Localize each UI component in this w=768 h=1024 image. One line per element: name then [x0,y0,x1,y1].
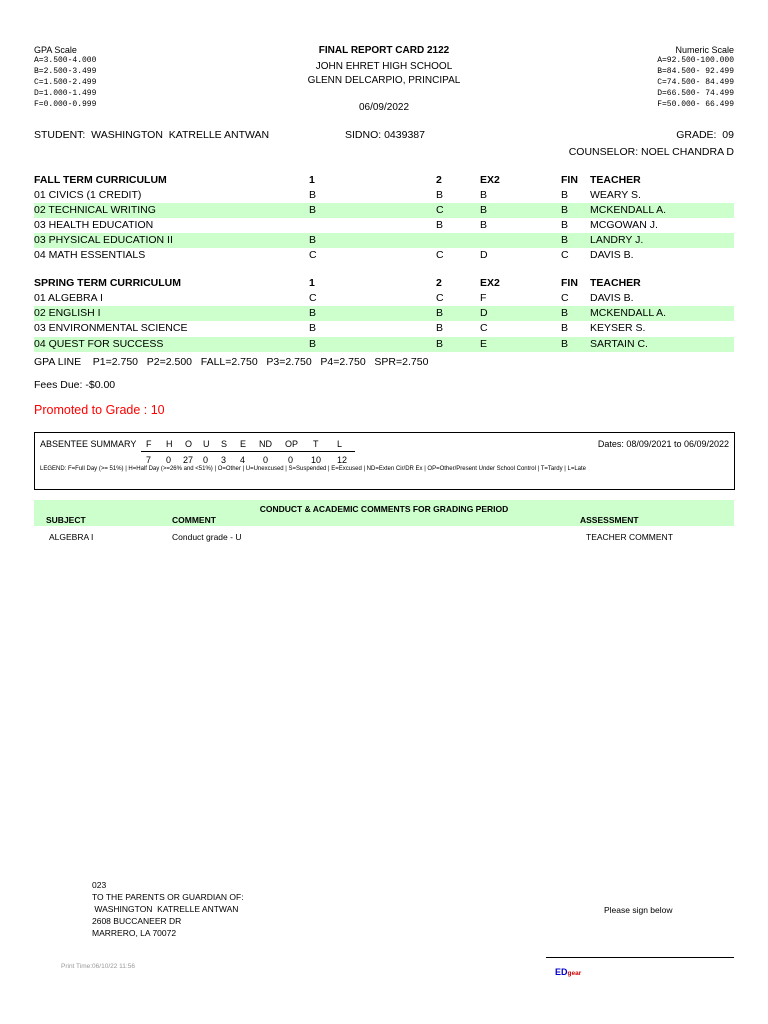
student-grade: GRADE: 09 [676,129,734,141]
logo-gear: gear [567,970,582,977]
absentee-code: H [166,439,173,449]
logo-ed: ED [555,967,568,977]
table-row [34,337,734,352]
numeric-scale-a: A=92.500-100.000 [657,56,734,65]
ex2-cell: B [480,204,488,216]
address-line2: WASHINGTON KATRELLE ANTWAN [92,904,239,914]
fin-cell: B [561,234,569,246]
comments-subject-header: SUBJECT [46,515,86,525]
fall-header-teacher: TEACHER [590,174,641,186]
comment-subject: ALGEBRA I [49,532,94,542]
absentee-codes-underline [141,451,355,452]
spring-header-subject: SPRING TERM CURRICULUM [34,277,181,289]
comments-assessment-header: ASSESSMENT [580,515,639,525]
absentee-value: 3 [221,455,227,465]
subject-cell: 03 PHYSICAL EDUCATION II [34,234,173,246]
numeric-scale [657,45,734,110]
fall-header-subject: FALL TERM CURRICULUM [34,174,167,186]
numeric-scale-b: B=84.500- 92.499 [657,67,734,76]
subject-cell: 02 TECHNICAL WRITING [34,204,156,216]
subject-cell: 03 HEALTH EDUCATION [34,219,154,231]
absentee-value: 12 [337,455,348,465]
gpa-line: GPA LINE P1=2.750 P2=2.500 FALL=2.750 P3=2.750 P4=2.750 SPR=2.750 [34,356,429,368]
table-row [34,203,734,218]
absentee-code: L [337,439,343,449]
teacher-cell: WEARY S. [590,189,641,201]
p2-cell: B [436,338,444,350]
absentee-code: E [240,439,247,449]
absentee-code: F [146,439,152,449]
absentee-dates: Dates: 08/09/2021 to 06/09/2022 [597,439,729,449]
p1-cell: B [309,234,317,246]
absentee-code: OP [285,439,299,449]
absentee-title: ABSENTEE SUMMARY [40,439,137,449]
subject-cell: 01 ALGEBRA I [34,292,103,304]
teacher-cell: MCKENDALL A. [590,204,667,216]
absentee-code: S [221,439,228,449]
teacher-cell: SARTAIN C. [590,338,648,350]
ex2-cell: B [480,189,488,201]
school-name: JOHN EHRET HIGH SCHOOL [315,61,453,72]
sign-label: Please sign below [604,905,673,915]
fin-cell: B [561,322,569,334]
fin-cell: B [561,307,569,319]
subject-cell: 02 ENGLISH I [34,307,101,319]
comments-title: CONDUCT & ACADEMIC COMMENTS FOR GRADING PERIOD [259,504,509,514]
comments-header [34,500,734,526]
gpa-scale [34,45,96,110]
absentee-value: 10 [311,455,322,465]
p2-cell: B [436,322,444,334]
subject-cell: 04 MATH ESSENTIALS [34,249,146,261]
table-row [34,306,734,321]
p1-cell: B [309,322,317,334]
p1-cell: B [309,338,317,350]
numeric-scale-f: F=50.000- 66.499 [657,100,734,109]
comment-assessment: TEACHER COMMENT [586,532,673,542]
mailing-address [92,879,244,939]
fin-cell: B [561,219,569,231]
teacher-cell: MCKENDALL A. [590,307,667,319]
teacher-cell: MCGOWAN J. [590,219,658,231]
teacher-cell: LANDRY J. [590,234,644,246]
spring-header-ex2: EX2 [480,277,500,289]
p2-cell: B [436,189,444,201]
gpa-scale-title: GPA Scale [34,45,77,55]
spring-header-row [34,276,734,291]
edgear-logo [555,962,581,980]
spring-header-p1: 1 [309,277,315,289]
subject-cell: 04 QUEST FOR SUCCESS [34,338,164,350]
fall-header-p2: 2 [436,174,442,186]
gpa-scale-c: C=1.500-2.499 [34,78,97,87]
report-title: FINAL REPORT CARD 2122 [318,45,450,56]
student-sidno: SIDNO: 0439387 [345,129,425,141]
teacher-cell: DAVIS B. [590,292,634,304]
student-counselor: COUNSELOR: NOEL CHANDRA D [568,146,734,158]
subject-cell: 01 CIVICS (1 CREDIT) [34,189,142,201]
ex2-cell: C [480,322,488,334]
spring-header-p2: 2 [436,277,442,289]
absentee-summary [34,432,735,490]
comment-text: Conduct grade - U [172,532,242,542]
absentee-legend: LEGEND: F=Full Day (>= 51%) | H=Half Day (>=26% and <51%) | O=Other | U=Unexcused | S=Suspended | E=Excused | ND=Exten Cir/DR Ex | OP=Other/Present Under School Control | T=Tardy | L=Late [40,466,587,472]
ex2-cell: D [480,249,488,261]
numeric-scale-d: D=66.500- 74.499 [657,89,734,98]
fall-header-p1: 1 [309,174,315,186]
fin-cell: B [561,204,569,216]
numeric-scale-c: C=74.500- 84.499 [657,78,734,87]
address-line4: MARRERO, LA 70072 [92,928,177,938]
fin-cell: B [561,338,569,350]
table-row [34,188,734,203]
p1-cell: B [309,189,317,201]
absentee-value: 0 [263,455,269,465]
print-time: Print Time:06/10/22 11:56 [61,963,135,970]
absentee-value: 7 [146,455,152,465]
p1-cell: C [309,292,317,304]
absentee-code: ND [259,439,272,449]
ex2-cell: D [480,307,488,319]
absentee-value: 0 [203,455,209,465]
fees-due: Fees Due: -$0.00 [34,379,116,391]
p2-cell: C [436,292,444,304]
promoted-status: Promoted to Grade : 10 [34,403,165,417]
p1-cell: B [309,307,317,319]
absentee-value: 4 [240,455,246,465]
spring-header-teacher: TEACHER [590,277,641,289]
report-date: 06/09/2022 [358,102,410,113]
p2-cell: B [436,219,444,231]
fin-cell: B [561,189,569,201]
fall-header-fin: FIN [561,174,578,186]
teacher-cell: DAVIS B. [590,249,634,261]
ex2-cell: E [480,338,488,350]
fall-header-ex2: EX2 [480,174,500,186]
comments-comment-header: COMMENT [172,515,216,525]
absentee-value: 0 [166,455,172,465]
address-line1: TO THE PARENTS OR GUARDIAN OF: [92,892,244,902]
table-row [34,233,734,248]
table-row [34,218,734,233]
ex2-cell: B [480,219,488,231]
student-name: STUDENT: WASHINGTON KATRELLE ANTWAN [34,129,270,141]
p2-cell: C [436,204,444,216]
gpa-scale-f: F=0.000-0.999 [34,100,97,109]
p1-cell: B [309,204,317,216]
gpa-scale-b: B=2.500-3.499 [34,67,97,76]
principal-name: GLENN DELCARPIO, PRINCIPAL [307,75,461,86]
address-line3: 2608 BUCCANEER DR [92,916,182,926]
fall-header-row [34,173,734,188]
teacher-cell: KEYSER S. [590,322,646,334]
p2-cell: C [436,249,444,261]
gpa-scale-d: D=1.000-1.499 [34,89,97,98]
subject-cell: 03 ENVIRONMENTAL SCIENCE [34,322,188,334]
absentee-code: T [313,439,319,449]
absentee-code: O [185,439,193,449]
signature-line [546,957,734,958]
table-row [34,291,734,306]
table-row [34,248,734,263]
gpa-scale-a: A=3.500-4.000 [34,56,97,65]
ex2-cell: F [480,292,487,304]
spring-header-fin: FIN [561,277,578,289]
p2-cell: B [436,307,444,319]
p1-cell: C [309,249,317,261]
absentee-value: 27 [183,455,194,465]
table-row [34,321,734,336]
numeric-scale-title: Numeric Scale [675,45,734,55]
address-code: 023 [92,880,107,890]
fin-cell: C [561,249,569,261]
absentee-value: 0 [288,455,294,465]
absentee-code: U [203,439,210,449]
fin-cell: C [561,292,569,304]
